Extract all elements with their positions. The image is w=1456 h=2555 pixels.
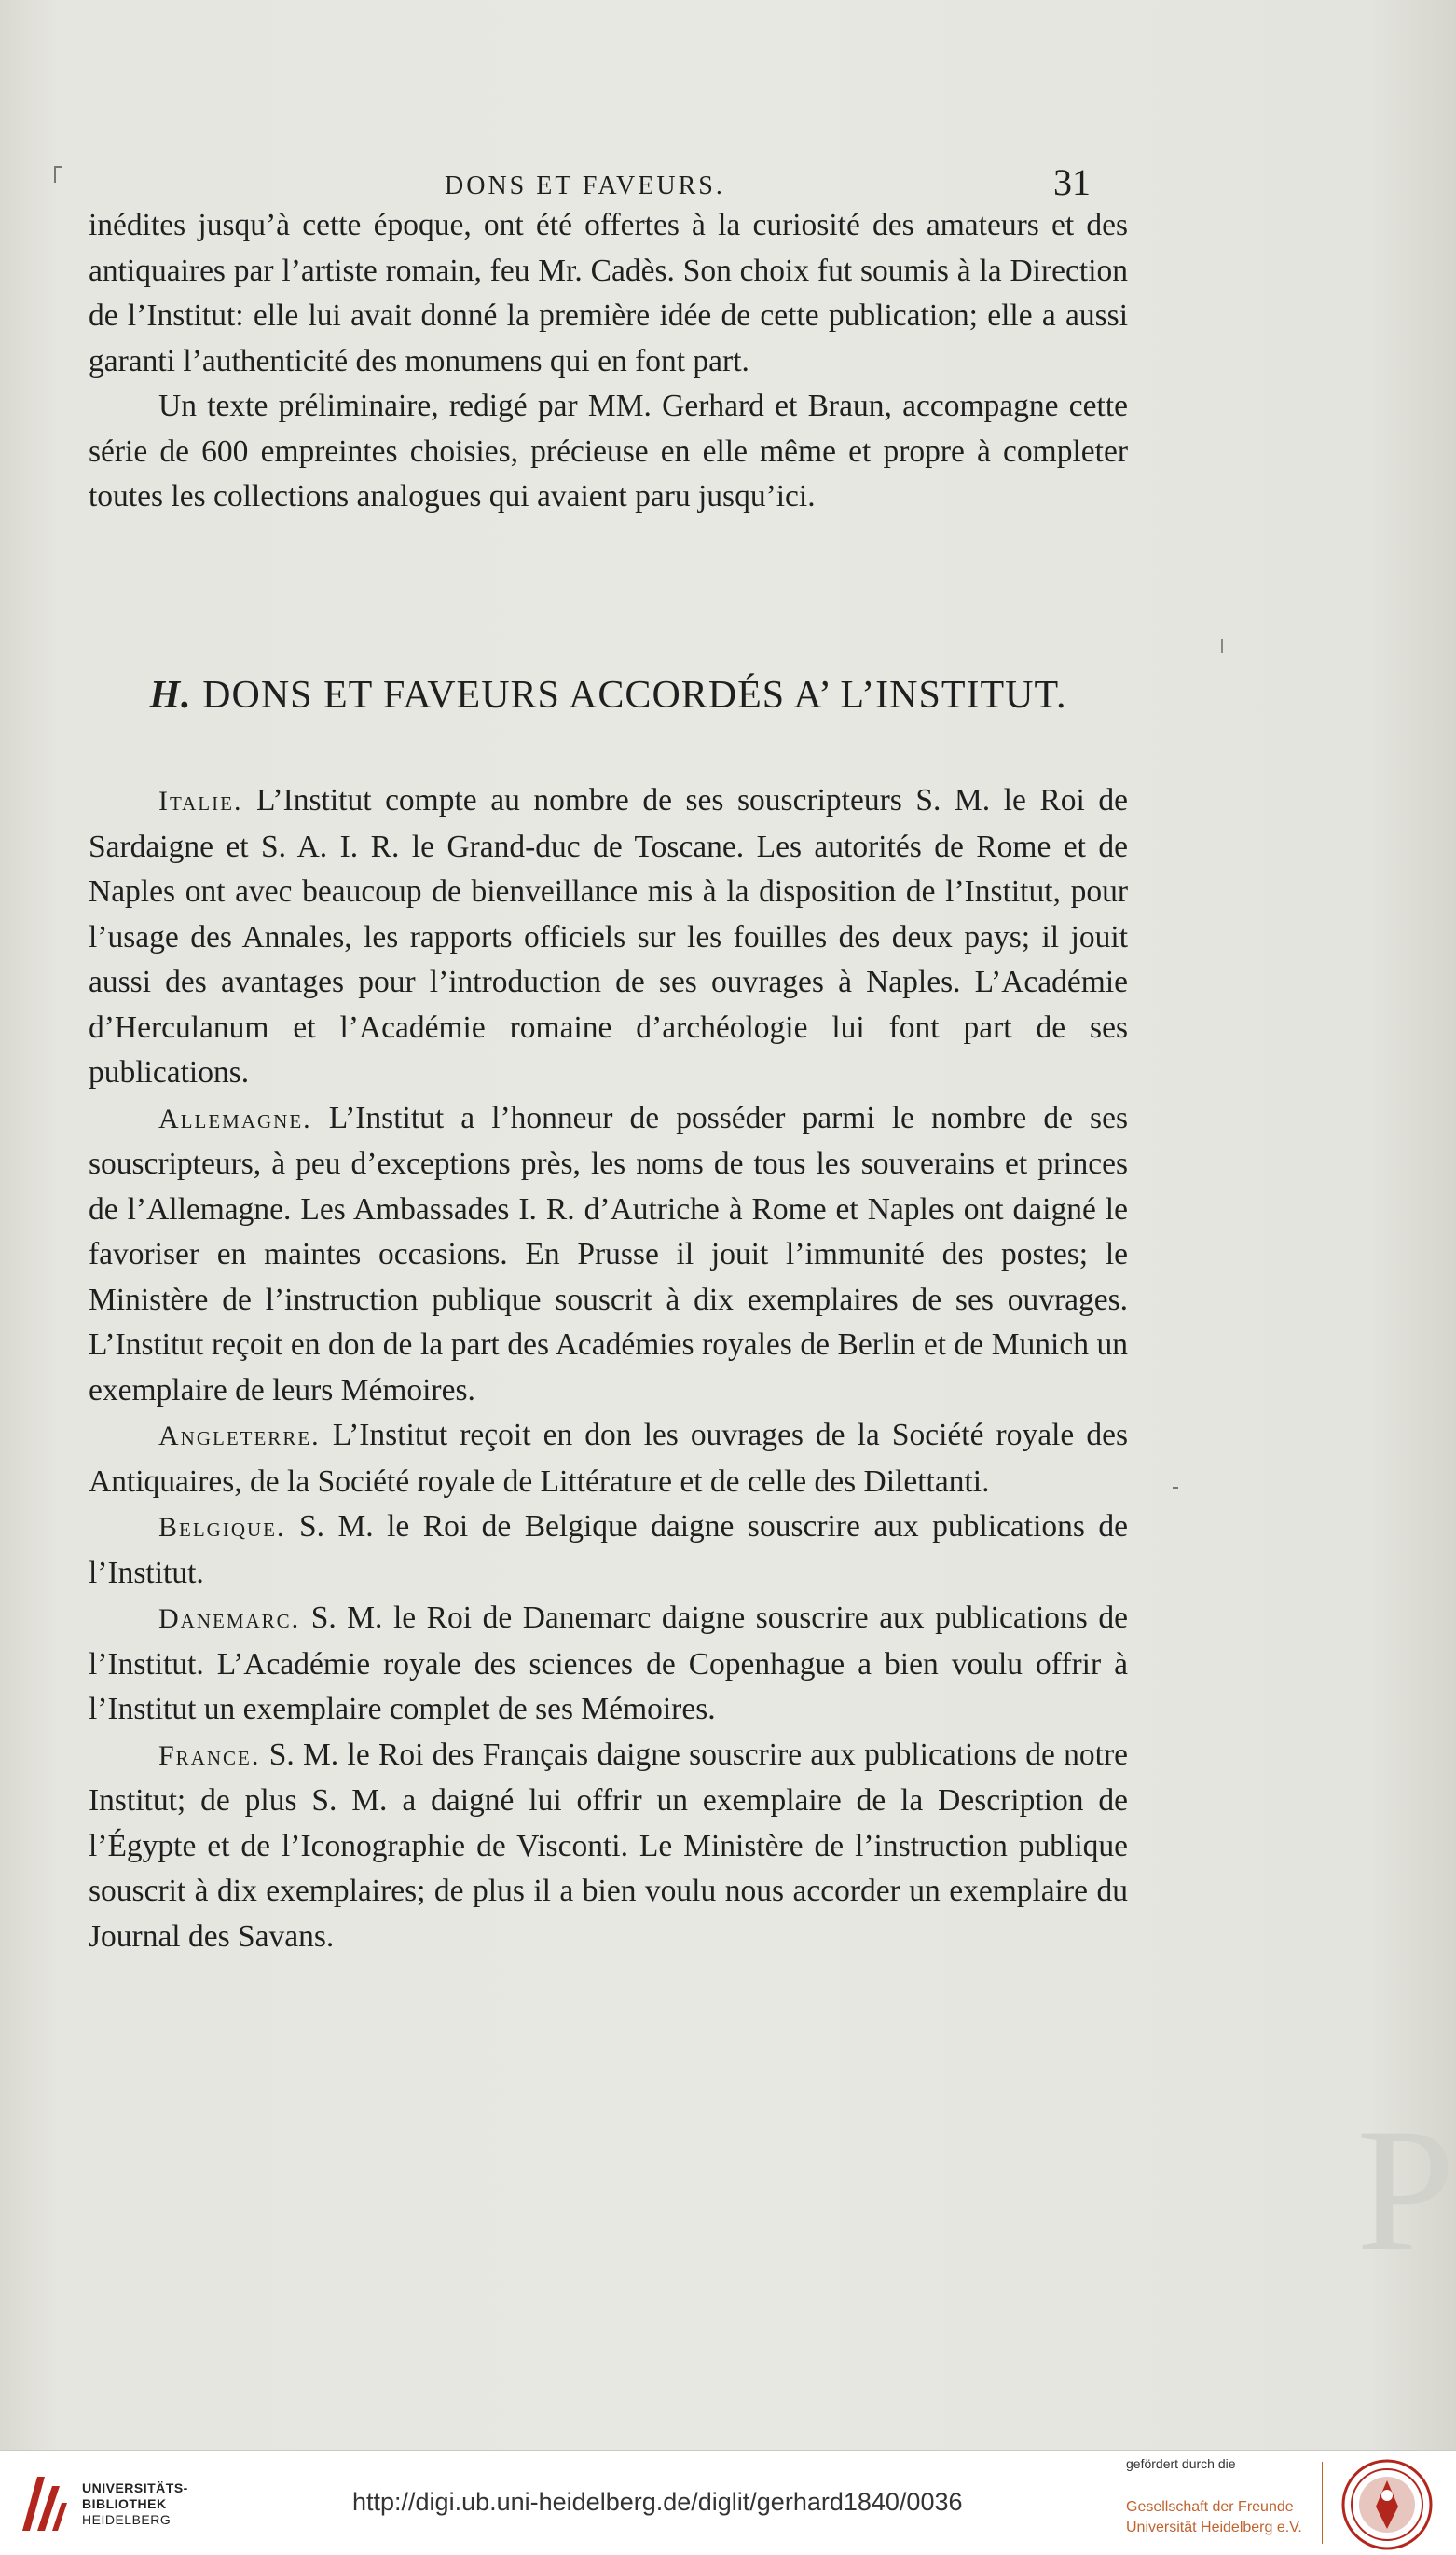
library-logo-icon <box>17 2466 71 2540</box>
section-letter: H. <box>149 674 192 717</box>
country-name: Allemagne. <box>158 1103 312 1134</box>
page-number: 31 <box>1053 161 1091 203</box>
country-paragraph-allemagne <box>89 1096 1128 1414</box>
library-line: HEIDELBERG <box>82 2512 172 2527</box>
country-name: Belgique. <box>158 1512 286 1543</box>
library-line: UNIVERSITÄTS- <box>82 2480 188 2495</box>
paragraph: inédites jusqu’à cette époque, ont été offertes à la curiosité des amateurs et des antiquaires par l’artiste romain, feu Mr. Cadès. Son choix fut soumis à la Direction de l’Institut: elle lui avait donné la première idée de cette publication; elle a aussi garanti l’authenticité des monumens qui en font part. <box>89 208 1128 378</box>
country-paragraph-danemarc <box>89 1596 1128 1733</box>
sponsor-block <box>1126 2456 1331 2538</box>
sponsor-name: Universität Heidelberg e.V. <box>1126 2520 1302 2535</box>
country-paragraph-belgique <box>89 1504 1128 1596</box>
sponsor-intro: gefördert durch die <box>1126 2456 1236 2471</box>
country-text: L’Institut reçoit en don les ouvrages de la Société royale des Antiquaires, de la Société royale de Littérature et de celle des Dilettanti. <box>89 1418 1128 1499</box>
library-logo-text <box>82 2480 188 2528</box>
section-heading <box>89 673 1128 718</box>
country-text: S. M. le Roi de Belgique daigne souscrire aux publications de l’Institut. <box>89 1509 1129 1590</box>
country-paragraph-france <box>89 1733 1128 1960</box>
footer-divider <box>1322 2462 1323 2544</box>
stray-mark <box>1173 1487 1178 1489</box>
paragraph: Un texte préliminaire, redigé par MM. Gerhard et Braun, accompagne cette série de 600 empreintes choisies, précieuse en elle même et propre à completer toutes les collections analogues qui avaient paru jusqu’ici. <box>89 389 1128 514</box>
country-text: L’Institut compte au nombre de ses souscripteurs S. M. le Roi de Sardaigne et S. A. I. R. le Grand-duc de Toscane. Les autorités de Rome et de Naples ont avec beaucoup de bienveillance mis à la disposition de l’Institut, pour l’usage des Annales, les rapports officiels sur les fouilles des deux pays; il jouit aussi des avantages pour l’introduction de ses ouvrages à Naples. L’Académie d’Herculanum et l’Académie romaine d’archéologie lui font part de ses publications. <box>89 783 1128 1090</box>
country-name: France. <box>158 1739 261 1771</box>
crop-mark <box>54 166 62 183</box>
country-text: S. M. le Roi des Français daigne souscrire aux publications de notre Institut; de plus S. M. a daigné lui offrir un exemplaire de la Description de l’Égypte et de l’Iconographie de Visconti. Le Ministère de l’instruction publique souscrit à dix exemplaires; de plus il a bien voulu nous accorder un exemplaire du Journal des Savans. <box>89 1737 1128 1954</box>
country-paragraph-italie <box>89 778 1128 1096</box>
running-head <box>168 160 1091 207</box>
library-line: BIBLIOTHEK <box>82 2496 167 2511</box>
bleed-through-glyph: P <box>1356 2111 1455 2270</box>
country-name: Angleterre. <box>158 1421 321 1451</box>
intro-text <box>89 203 1128 520</box>
stray-mark <box>1221 639 1223 653</box>
document-url-link[interactable]: http://digi.ub.uni-heidelberg.de/diglit/gerhard1840/0036 <box>352 2488 963 2516</box>
sponsor-name: Gesellschaft der Freunde <box>1126 2499 1294 2515</box>
digitization-footer <box>0 2450 1456 2555</box>
running-head-title: DONS ET FAVEURS. <box>445 172 725 200</box>
country-text: L’Institut a l’honneur de posséder parmi le nombre de ses souscripteurs, à peu d’exceptions près, les noms de tous les souverains et princes de l’Allemagne. Les Ambassades I. R. d’Autriche à Rome et Naples ont daigné le favoriser en maintes occasions. En Prusse il jouit l’immunité des postes; le Ministère de l’instruction publique souscrit à dix exemplaires de ses ouvrages. L’Institut reçoit en don de la part des Académies royales de Berlin et de Munich un exemplaire de leurs Mémoires. <box>89 1100 1128 1408</box>
university-seal-icon <box>1340 2458 1434 2551</box>
country-name: Danemarc. <box>158 1603 301 1634</box>
country-name: Italie. <box>158 786 243 817</box>
country-text: S. M. le Roi de Danemarc daigne souscrire aux publications de l’Institut. L’Académie royale des sciences de Copenhague a bien voulu offrir à l’Institut un exemplaire complet de ses Mémoires. <box>89 1600 1128 1726</box>
section-title: DONS ET FAVEURS ACCORDÉS A’ L’INSTITUT. <box>202 674 1067 717</box>
country-paragraph-angleterre <box>89 1413 1128 1504</box>
country-sections <box>89 778 1128 1959</box>
